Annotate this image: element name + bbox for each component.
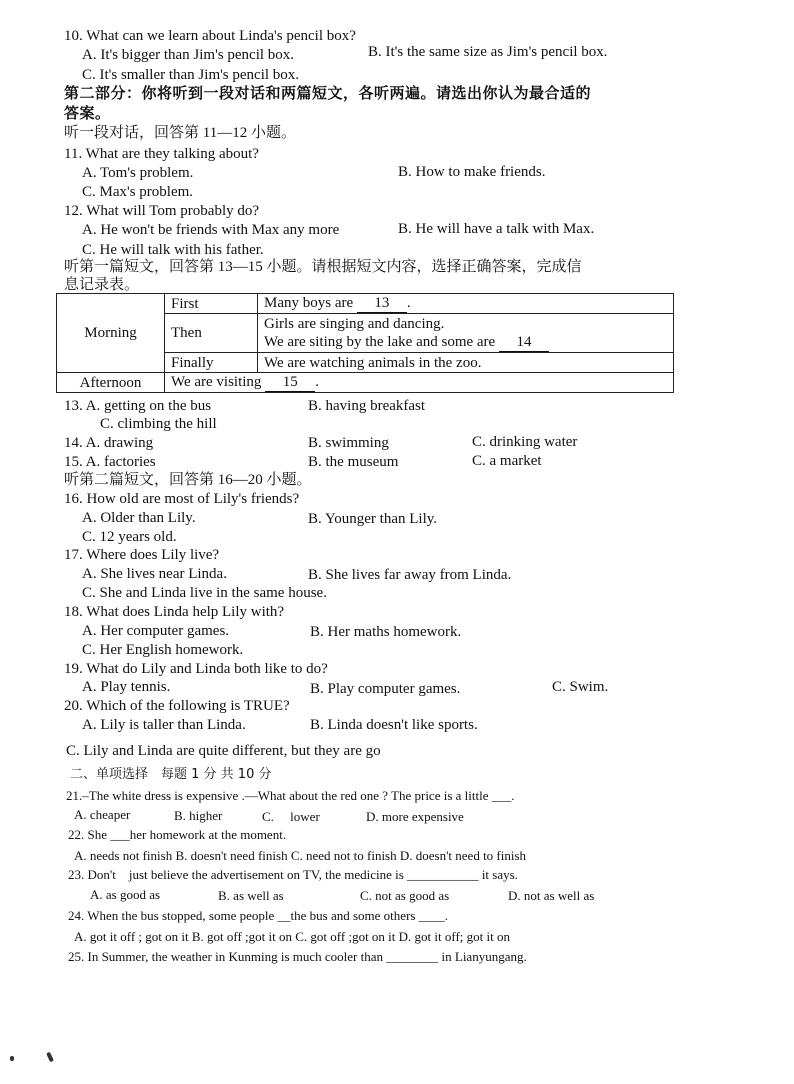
q16-option-c: C. 12 years old. [82,529,177,545]
q10-option-a: A. It's bigger than Jim's pencil box. [82,47,295,63]
q17-option-b: B. She lives far away from Linda. [308,567,512,583]
q21-option-c: C. lower [262,809,320,824]
q11-stem: 11. What are they talking about? [64,146,259,162]
cell-row1: Many boys are 13 . [258,294,674,314]
q24-options: A. got it off ; got on it B. got off ;got it on C. got off ;got on it D. got it off; got it on [74,929,510,944]
blank-14: 14 [499,333,549,352]
q18-stem: 18. What does Linda help Lily with? [64,604,285,620]
q12-option-c: C. He will talk with his father. [82,242,264,258]
part2-heading-line2: 答案。 [64,104,111,122]
cell-first: First [165,294,258,314]
q15-option-c: C. a market [472,453,542,469]
cell-row3: We are watching animals in the zoo. [258,353,674,373]
row1-text: Many boys are [264,295,354,311]
q10-stem: 10. What can we learn about Linda's pencil box? [64,28,356,44]
q10-option-b: B. It's the same size as Jim's pencil box. [368,44,608,60]
q19-option-a: A. Play tennis. [82,679,171,695]
scan-speck [10,1056,14,1061]
q20-option-a: A. Lily is taller than Linda. [82,717,246,733]
q23-option-d: D. not as well as [508,888,595,903]
blank-13: 13 [357,294,407,313]
q19-option-b: B. Play computer games. [310,681,461,697]
q18-option-c: C. Her English homework. [82,642,244,658]
q16-option-b: B. Younger than Lily. [308,511,438,527]
passage1-intro-line1: 听第一篇短文，回答第 13—15 小题。请根据短文内容，选择正确答案，完成信 [64,259,582,275]
q17-option-a: A. She lives near Linda. [82,566,227,582]
cell-row2b [258,333,674,353]
q25-stem: 25. In Summer, the weather in Kunming is much cooler than ________ in Lianyungang. [68,949,527,964]
cell-row4: We are visiting 15 . [165,373,674,393]
q20-stem: 20. Which of the following is TRUE? [64,698,290,714]
q13-option-a: 13. A. getting on the bus [64,398,212,414]
q13-option-c: C. climbing the hill [100,416,217,432]
q14-option-a: 14. A. drawing [64,435,154,451]
q15-option-b: B. the museum [308,454,399,470]
part2-heading-line1: 第二部分：你将听到一段对话和两篇短文，各听两遍。请选出你认为最合适的 [64,84,592,102]
q17-option-c: C. She and Linda live in the same house. [82,585,327,601]
cell-afternoon: Afternoon [57,373,165,393]
q20-option-c: C. Lily and Linda are quite different, but they are go [66,743,381,759]
row4-text: We are visiting [171,374,262,390]
q16-stem: 16. How old are most of Lily's friends? [64,491,300,507]
dialogue-intro: 听一段对话，回答第 11—12 小题。 [64,125,296,141]
q16-option-a: A. Older than Lily. [82,510,196,526]
cell-row2a: Girls are singing and dancing. [258,314,674,334]
row2b-text: We are siting by the lake and some are [264,334,496,350]
passage2-intro: 听第二篇短文，回答第 16—20 小题。 [64,472,312,488]
q11-option-c: C. Max's problem. [82,184,194,200]
q21-option-b: B. higher [174,808,223,823]
q12-option-a: A. He won't be friends with Max any more [82,222,340,238]
q22-stem: 22. She ___her homework at the moment. [68,827,287,842]
passage1-intro-line2: 息记录表。 [64,277,140,293]
q23-option-a: A. as good as [90,887,161,902]
q10-option-c: C. It's smaller than Jim's pencil box. [82,67,300,83]
q22-options: A. needs not finish B. doesn't need finish C. need not to finish D. doesn't need to finish [74,848,527,863]
q17-stem: 17. Where does Lily live? [64,547,220,563]
q23-option-c: C. not as good as [360,888,450,903]
q14-option-c: C. drinking water [472,434,578,450]
info-record-table [56,293,674,393]
q14-option-b: B. swimming [308,435,389,451]
q13-option-b: B. having breakfast [308,398,426,414]
q21-option-d: D. more expensive [366,809,464,824]
scan-speck [46,1052,54,1063]
q19-stem: 19. What do Lily and Linda both like to do? [64,661,328,677]
q23-stem: 23. Don't just believe the advertisement on TV, the medicine is ___________ it says. [68,867,518,882]
q12-stem: 12. What will Tom probably do? [64,203,260,219]
q12-option-b: B. He will have a talk with Max. [398,221,595,237]
q24-stem: 24. When the bus stopped, some people __the bus and some others ____. [68,908,448,923]
q18-option-a: A. Her computer games. [82,623,230,639]
q18-option-b: B. Her maths homework. [310,624,462,640]
q21-option-a: A. cheaper [74,807,131,822]
q21-stem: 21.–The white dress is expensive .—What about the red one ? The price is a little ___. [66,788,515,803]
q11-option-b: B. How to make friends. [398,164,546,180]
cell-finally: Finally [165,353,258,373]
blank-15: 15 [265,373,315,392]
q23-option-b: B. as well as [218,888,284,903]
q11-option-a: A. Tom's problem. [82,165,194,181]
q20-option-b: B. Linda doesn't like sports. [310,717,478,733]
cell-then: Then [165,314,258,353]
section2-heading: 二、单项选择 每题 1 分 共 10 分 [70,767,272,782]
q15-option-a: 15. A. factories [64,454,156,470]
cell-morning: Morning [57,294,165,373]
q19-option-c: C. Swim. [552,679,609,695]
